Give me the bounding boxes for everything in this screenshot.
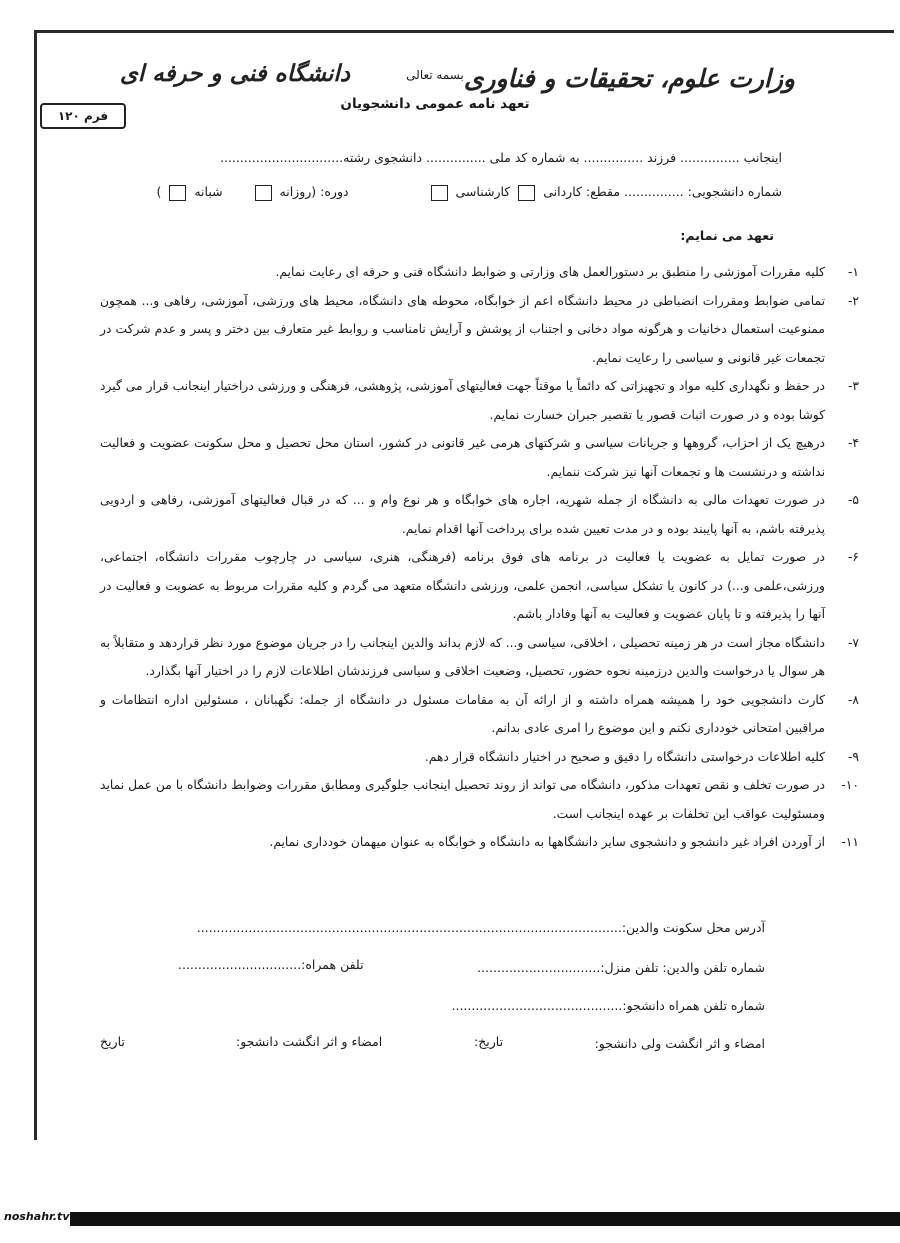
clause-number: ۱۰- — [841, 778, 859, 792]
ministry-logo-text: وزارت علوم، تحقیقات و فناوری — [463, 64, 795, 93]
student-name-line: اینجانب ............... فرزند ............... به شماره کد ملی ............... دانشجوی رشته............................... — [219, 150, 782, 165]
evening-label: شبانه — [194, 184, 223, 199]
basmala: بسمه تعالی — [406, 68, 464, 82]
clause-text: درهیچ یک از احزاب، گروهها و جریانات سیاسی و شرکتهای هرمی غیر قانونی در کشور، استان محل تحصیل و محل سکونت عضویت و فعالیت نداشته و درنشست ها و تجمعات آنها نیز شرکت ننمایم. — [100, 436, 825, 479]
clause-number: ۵- — [847, 493, 859, 507]
footer-bar — [0, 1208, 900, 1230]
frame-left-border — [34, 30, 37, 1140]
clause-item — [100, 429, 859, 486]
student-number-line — [156, 184, 782, 201]
frame-top-border — [36, 30, 894, 33]
clause-text: کلیه اطلاعات درخواستی دانشگاه را دقیق و صحیح در اختیار دانشگاه قرار دهم. — [424, 749, 825, 764]
daytime-checkbox[interactable] — [255, 185, 272, 201]
course-label: دوره: (روزانه — [279, 184, 349, 199]
bachelor-checkbox[interactable] — [431, 185, 448, 201]
clause-number: ۲- — [847, 293, 859, 308]
clause-item — [100, 743, 859, 772]
clause-item — [100, 543, 859, 629]
footer-dark-strip — [70, 1212, 900, 1226]
clause-text: در حفظ و نگهداری کلیه مواد و تجهیزاتی که دائماً یا موقتاً جهت فعالیتهای آموزشی، پژوهشی، فرهنگی و ورزشی دراختیار اینجانب قرار می گیرد کوشا بوده و در صورت اثبات قصور یا تقصیر جبران خسارت نمایم. — [100, 379, 825, 422]
student-signature-label: امضاء و اثر انگشت دانشجو: — [236, 1034, 383, 1049]
clause-number: ۸- — [847, 692, 859, 707]
clause-number: ۱- — [847, 265, 859, 279]
bachelor-label: کارشناسی — [455, 184, 511, 199]
mobile-phone-field: تلفن همراه:............................... — [178, 957, 364, 972]
clause-item — [100, 258, 859, 287]
date-label-2: تاریخ — [100, 1034, 125, 1049]
clause-text: در صورت تخلف و نقص تعهدات مذکور، دانشگاه می تواند از روند تحصیل اینجانب جلوگیری ومطابق مقررات وضوابط دانشگاه با من عمل نماید ومسئولیت عواقب این تخلفات بر عهده اینجانب است. — [100, 778, 825, 821]
student-number-label: شماره دانشجویی: ............... — [624, 184, 782, 199]
student-mobile-field: شماره تلفن همراه دانشجو:........................................... — [451, 998, 765, 1013]
clause-text: دانشگاه مجاز است در هر زمینه تحصیلی ، اخلاقی، سیاسی و... که لازم بداند والدین اینجانب را در جریان موضوع مورد نظر قراردهد و متقابلاً به هر سوال یا درخواست والدین درزمینه نحوه حضور، تحصیل، وضعیت اخلاقی و سیاسی فرزندشان اطلاعات لازم را در اختیار آنها بگذارد. — [100, 635, 825, 678]
clause-text: کارت دانشجویی خود را همیشه همراه داشته و از ارائه آن به مقامات مسئول در دانشگاه از جمله: نگهبانان ، مسئولین اداره انتظامات و مراقبین امتحانی خودداری نکنم و این موضوع را امری عادی بدانم. — [100, 692, 825, 735]
level-label: مقطع: کاردانی — [543, 184, 621, 199]
guardian-signature-label: امضاء و اثر انگشت ولی دانشجو: — [594, 1036, 765, 1051]
close-paren: ) — [156, 184, 162, 199]
university-logo-text: دانشگاه فنی و حرفه ای — [119, 60, 350, 87]
clause-item — [100, 486, 859, 543]
clause-number: ۶- — [847, 550, 859, 564]
clause-item — [100, 629, 859, 686]
parents-address-field: آدرس محل سکونت والدین:........................................................................................................... — [196, 920, 765, 935]
clause-item — [100, 287, 859, 373]
clauses-list — [100, 258, 859, 857]
clause-number: ۷- — [847, 635, 859, 650]
clause-number: ۹- — [847, 749, 859, 764]
clause-text: تمامی ضوابط ومقررات انضباطی در محیط دانشگاه اعم از خوابگاه، محوطه های دانشگاه، محیط های ورزشی، آموزشی، رفاهی و... همچون ممنوعیت استعمال دخانیات و هرگونه مواد دخانی و اجتناب از پوشش و آرایش نامناسب و روابط غیر متعارف بین دختر و پسر و عدم شرکت در تجمعات غیر قانونی و سیاسی را رعایت نمایم. — [100, 293, 825, 365]
clause-text: کلیه مقررات آموزشی را منطبق بر دستورالعمل های وزارتی و ضوابط دانشگاه فنی و حرفه ای رعایت نمایم. — [275, 265, 825, 279]
clause-item — [100, 686, 859, 743]
clause-number: ۳- — [847, 379, 859, 393]
clause-text: در صورت تمایل به عضویت یا فعالیت در برنامه های فوق برنامه (فرهنگی، هنری، سیاسی در چارچوب مقررات دانشگاه، اجتماعی، ورزشی،علمی و...) در کانون یا تشکل سیاسی، انجمن علمی، ورزشی دانشگاه متعهد می گردم و کلیه مقررات مربوط به عضویت و فعالیت در آنها را پذیرفته و تا پایان عضویت و فعالیت به آنها وفادار باشم. — [100, 550, 825, 621]
associate-checkbox[interactable] — [518, 185, 535, 201]
clause-text: در صورت تعهدات مالی به دانشگاه از جمله شهریه، اجاره های خوابگاه و هر نوع وام و ... که در قبال فعالیتهای آموزشی، رفاهی و اردویی پذیرفته باشم، به آنها پایبند بوده و در مدت تعیین شده برای پرداخت آنها اقدام نمایم. — [100, 493, 825, 536]
clause-item — [100, 372, 859, 429]
evening-checkbox[interactable] — [169, 185, 186, 201]
date-label-1: تاریخ: — [474, 1034, 504, 1049]
clause-text: از آوردن افراد غیر دانشجو و دانشجوی سایر دانشگاهها به دانشگاه و خوابگاه به عنوان میهمان خودداری نمایم. — [269, 835, 825, 849]
clause-number: ۴- — [847, 436, 859, 450]
clause-number: ۱۱- — [841, 835, 859, 849]
form-number-box: فرم ۱۲۰ — [40, 103, 126, 129]
form-title: تعهد نامه عمومی دانشجویان — [340, 96, 530, 112]
parents-phone-field: شماره تلفن والدین: تلفن منزل:............................... — [477, 960, 765, 975]
footer-url: noshahr.tvu.ac.ir — [4, 1210, 109, 1223]
pledge-intro: تعهد می نمایم: — [680, 228, 774, 243]
clause-item — [100, 771, 859, 828]
clause-item — [100, 828, 859, 857]
